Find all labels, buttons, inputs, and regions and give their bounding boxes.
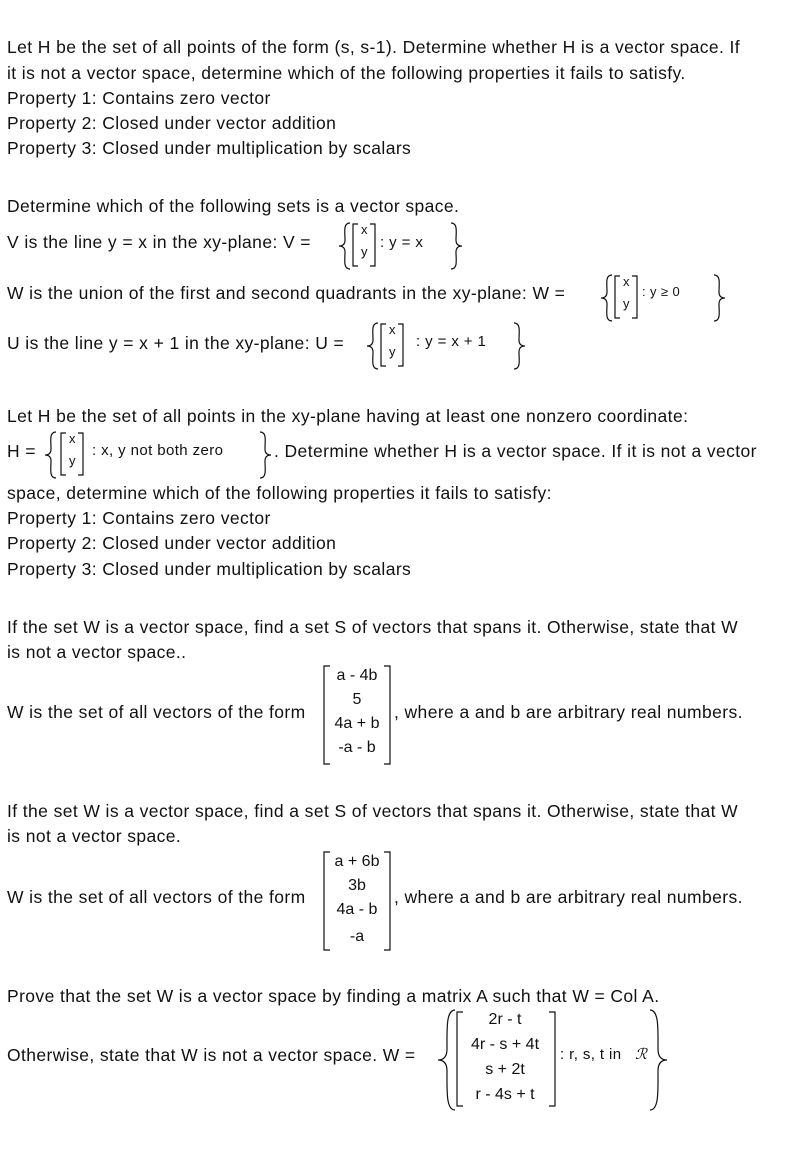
problem-1-line-1: Let H be the set of all points of the form (s, s-1). Determine whether H is a vector space. If [7,37,741,57]
problem-6-line-2: Otherwise, state that W is not a vector space. W = [7,1045,416,1065]
problem-2-u-condition: : y = x + 1 [416,333,487,350]
problem-3-h-after: . Determine whether H is a vector space. If it is not a vector [274,441,757,461]
problem-5-line-1: If the set W is a vector space, find a set S of vectors that spans it. Otherwise, state that W [7,801,739,821]
vector-entry-4: r - 4s + t [475,1086,535,1103]
right-brace-icon [712,274,726,322]
vector-entry-x: x [389,322,396,337]
problem-6-line-1: Prove that the set W is a vector space by finding a matrix A such that W = Col A. [7,986,660,1006]
problem-1-line-2: it is not a vector space, determine which of the following properties it fails to satisfy. [7,63,686,83]
problem-6-vector [458,1011,552,1107]
vector-entry-1: a - 4b [336,667,378,684]
right-brace-icon [648,1009,668,1111]
problem-5-after: , where a and b are arbitrary real numbers. [394,887,743,907]
problem-4-line-2: is not a vector space.. [7,642,187,662]
vector-entry-2: 3b [348,877,366,894]
vector-entry-3: s + 2t [485,1061,525,1078]
vector-entry-x: x [623,274,630,289]
problem-2-w-condition: : y ≥ 0 [642,284,681,299]
problem-4-form-text: W is the set of all vectors of the form [7,702,306,722]
vector-entry-y: y [69,453,76,468]
problem-1-property-3: Property 3: Closed under multiplication by scalars [7,138,412,158]
right-brace-icon [449,222,463,270]
left-brace-icon [366,322,380,370]
problem-3-property-1: Property 1: Contains zero vector [7,508,271,528]
vector-entry-x: x [69,431,76,446]
left-brace-icon [338,222,352,270]
vector-entry-1: 2r - t [488,1011,522,1028]
vector-entry-4: -a [349,928,365,945]
vector-entry-3: 4a + b [334,715,380,732]
vector-entry-y: y [623,296,630,311]
vector-entry-y: y [389,344,396,359]
vector-entry-3: 4a - b [336,901,378,918]
problem-1-property-2: Property 2: Closed under vector addition [7,113,337,133]
problem-4-after: , where a and b are arbitrary real numbers. [394,702,743,722]
vector-entry-x: x [361,222,368,237]
vector-entry-2: 5 [352,691,362,708]
problem-2-v-text: V is the line y = x in the xy-plane: V = [7,232,311,252]
real-numbers-symbol: ℛ [635,1045,648,1063]
problem-3-h-prefix: H = [7,441,36,461]
problem-5-vector [326,851,388,951]
problem-6-condition: : r, s, t in [560,1046,622,1063]
problem-3-line-3: space, determine which of the following properties it fails to satisfy: [7,483,552,503]
problem-4-vector [326,665,388,765]
vector-entry-2: 4r - s + 4t [470,1036,540,1053]
left-brace-icon [44,431,58,479]
problem-3-h-condition: : x, y not both zero [92,442,224,459]
problem-2-w-text: W is the union of the first and second quadrants in the xy-plane: W = [7,283,566,303]
right-brace-icon [258,431,272,479]
vector-entry-y: y [361,244,368,259]
problem-2-intro: Determine which of the following sets is a vector space. [7,196,460,216]
vector-entry-4: -a - b [338,739,376,756]
problem-2-u-text: U is the line y = x + 1 in the xy-plane: U = [7,333,345,353]
problem-3-line-1: Let H be the set of all points in the xy-plane having at least one nonzero coordinate: [7,406,689,426]
problem-5-form-text: W is the set of all vectors of the form [7,887,306,907]
problem-5-line-2: is not a vector space. [7,826,182,846]
problem-3-property-3: Property 3: Closed under multiplication by scalars [7,559,412,579]
problem-3-property-2: Property 2: Closed under vector addition [7,533,337,553]
right-brace-icon [512,322,526,370]
problem-1-property-1: Property 1: Contains zero vector [7,88,271,108]
problem-4-line-1: If the set W is a vector space, find a set S of vectors that spans it. Otherwise, state that W [7,617,739,637]
problem-2-v-condition: : y = x [380,234,424,251]
left-brace-icon [600,274,614,322]
vector-entry-1: a + 6b [334,853,380,870]
